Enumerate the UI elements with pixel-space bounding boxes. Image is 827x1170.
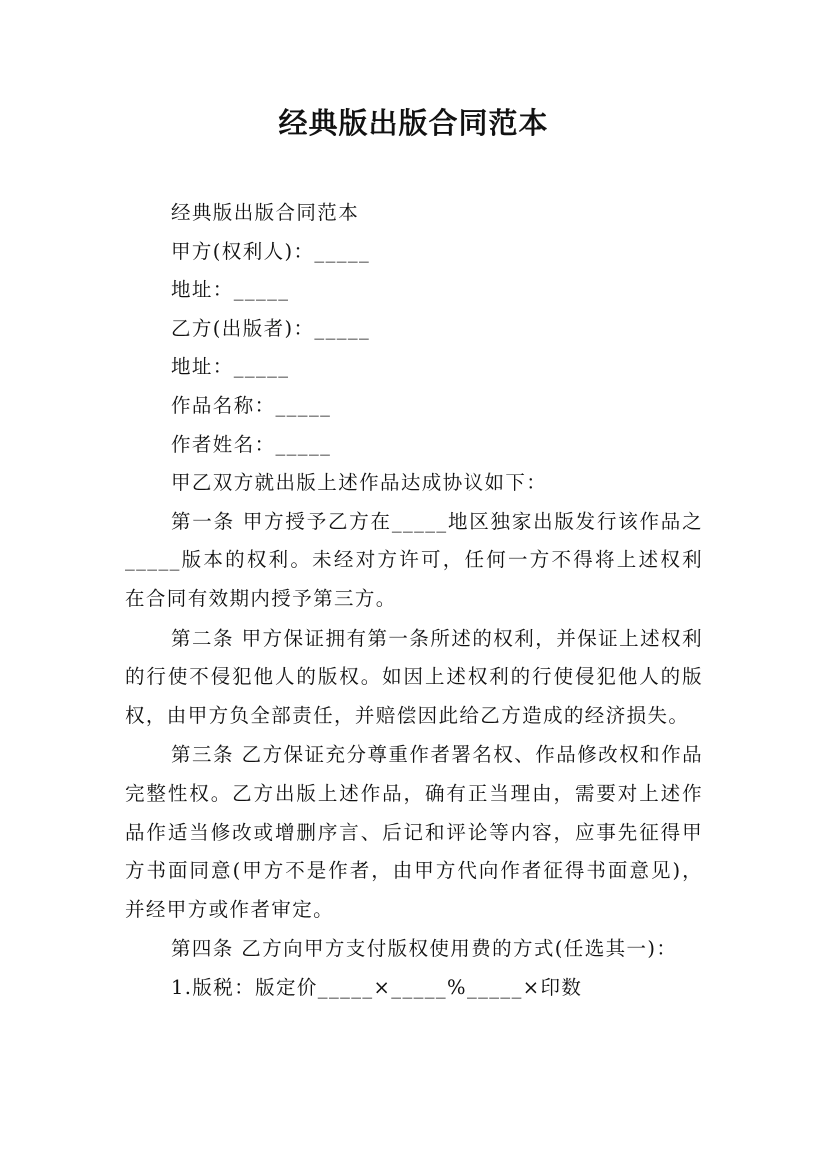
royalty-option-line: 1.版税：版定价_____×_____%_____×印数 — [171, 975, 583, 999]
author-name-line: 作者姓名：_____ — [171, 432, 332, 456]
party-b-address-line: 地址：_____ — [171, 355, 290, 379]
work-name-line: 作品名称：_____ — [171, 393, 332, 417]
clause-3: 第三条 乙方保证充分尊重作者署名权、作品修改权和作品完整性权。乙方出版上述作品，确有正当理由，需要对上述作品作适当修改或增删序言、后记和评论等内容，应事先征得甲方书面同意(甲方不是作者，由甲方代向作者征得书面意见)，并经甲方或作者审定。 — [125, 743, 703, 921]
text-line: 经典版出版合同范本 — [171, 201, 360, 224]
document-title: 经典版出版合同范本 — [278, 106, 549, 140]
document-body — [125, 194, 703, 1007]
party-a-address-line: 地址：_____ — [171, 278, 290, 302]
party-a-line: 甲方(权利人)：_____ — [171, 239, 371, 263]
party-b-line: 乙方(出版者)：_____ — [171, 316, 371, 340]
clause-1: 第一条 甲方授予乙方在_____地区独家出版发行该作品之_____版本的权利。未经对方许可，任何一方不得将上述权利在合同有效期内授予第三方。 — [125, 509, 703, 610]
agreement-intro-line: 甲乙双方就出版上述作品达成协议如下： — [171, 471, 548, 495]
clause-2: 第二条 甲方保证拥有第一条所述的权利，并保证上述权利的行使不侵犯他人的版权。如因上述权利的行使侵犯他人的版权，由甲方负全部责任，并赔偿因此给乙方造成的经济损失。 — [125, 626, 703, 727]
clause-4: 第四条 乙方向甲方支付版权使用费的方式(任选其一)： — [171, 937, 678, 961]
